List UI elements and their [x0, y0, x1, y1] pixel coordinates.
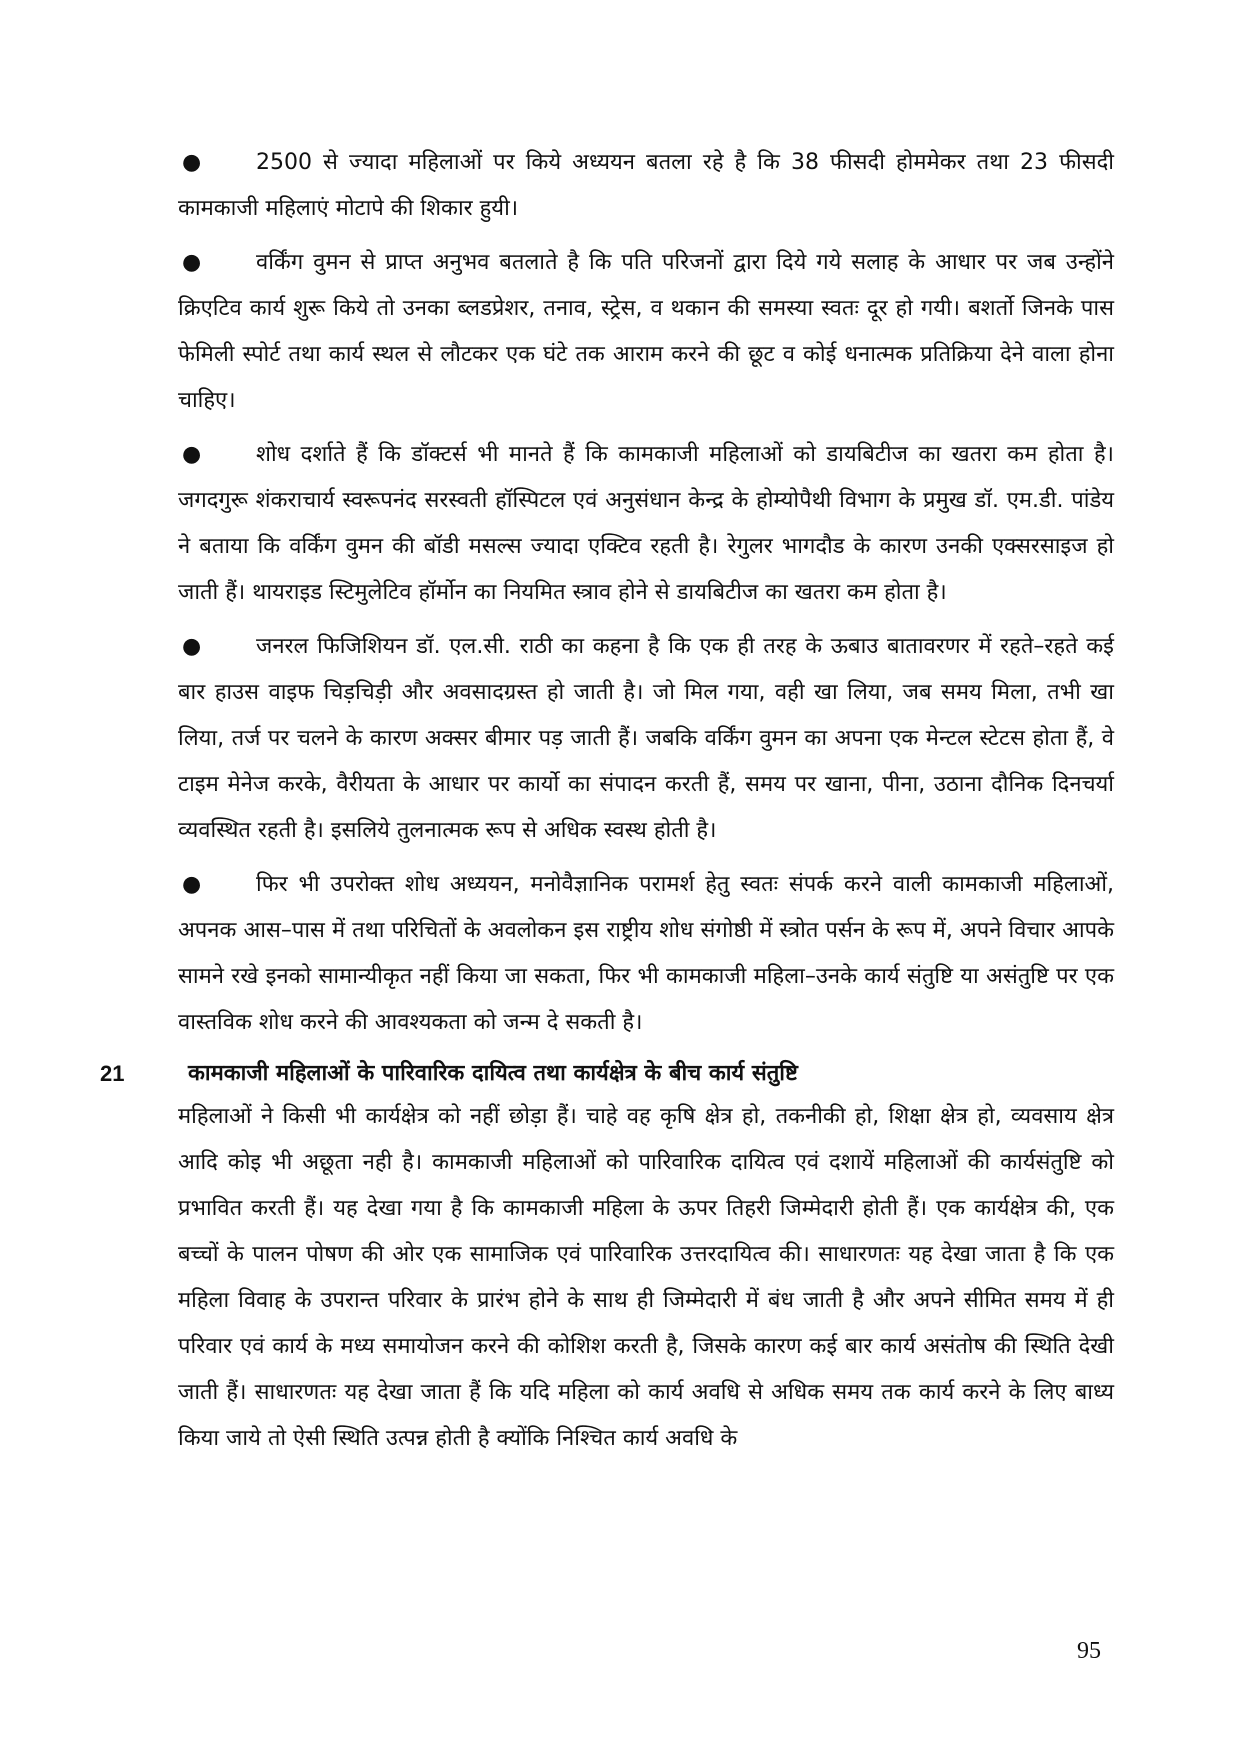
bullet-icon: ●: [182, 634, 202, 659]
section-number: 21: [100, 1061, 125, 1086]
bullet-icon: ●: [182, 872, 202, 897]
bullet-text: 2500 से ज्यादा महिलाओं पर किये अध्ययन बतला रहे है कि 38 फीसदी होममेकर तथा 23 फीसदी कामकाजी महिलाएं मोटापे की शिकार हुयी।: [178, 150, 1114, 221]
page-content: [100, 140, 1114, 1462]
bullet-text: जनरल फिजिशियन डॉ. एल.सी. राठी का कहना है कि एक ही तरह के ऊबाउ बातावरणर में रहते–रहते कई बार हाउस वाइफ चिड़चिड़ी और अवसादग्रस्त हो जाती है। जो मिल गया, वही खा लिया, जब समय मिला, तभी खा लिया, तर्ज पर चलने के कारण अक्सर बीमार पड़ जाती हैं। जबकि वर्किंग वुमन का अपना एक मेन्टल स्टेटस होता हैं, वे टाइम मेनेज करके, वैरीयता के आधार पर कार्यो का संपादन करती हैं, समय पर खाना, पीना, उठाना दौनिक दिनचर्या व्यवस्थित रहती है। इसलिये तुलनात्मक रूप से अधिक स्वस्थ होती है।: [178, 634, 1114, 843]
bullet-paragraph-4: [178, 624, 1114, 854]
bullet-text: वर्किंग वुमन से प्राप्त अनुभव बतलाते है कि पति परिजनों द्वारा दिये गये सलाह के आधार पर जब उन्होंने क्रिएटिव कार्य शुरू किये तो उनका ब्लडप्रेशर, तनाव, स्ट्रेस, व थकान की समस्या स्वतः दूर हो गयी। बशर्तो जिनके पास फेमिली स्पोर्ट तथा कार्य स्थल से लौटकर एक घंटे तक आराम करने की छूट व कोई धनात्मक प्रतिक्रिया देने वाला होना चाहिए।: [178, 250, 1114, 413]
bullet-icon: ●: [182, 250, 202, 275]
bullet-paragraph-3: [178, 432, 1114, 616]
bullet-icon: ●: [182, 150, 202, 175]
bullet-text: फिर भी उपरोक्त शोध अध्ययन, मनोवैज्ञानिक परामर्श हेतु स्वतः संपर्क करने वाली कामकाजी महिलाओं, अपनक आस–पास में तथा परिचितों के अवलोकन इस राष्ट्रीय शोध संगोष्ठी में स्त्रोत पर्सन के रूप में, अपने विचार आपके सामने रखे इनको सामान्यीकृत नहीं किया जा सकता, फिर भी कामकाजी महिला–उनके कार्य संतुष्टि या असंतुष्टि पर एक वास्तविक शोध करने की आवश्यकता को जन्म दे सकती है।: [178, 872, 1114, 1035]
section-heading: [100, 1054, 1114, 1094]
section-title: कामकाजी महिलाओं के पारिवारिक दायित्व तथा कार्यक्षेत्र के बीच कार्य संतुष्टि: [188, 1061, 798, 1086]
page-number: 95: [1077, 1638, 1101, 1664]
bullet-paragraph-5: [178, 862, 1114, 1046]
bullet-icon: ●: [182, 442, 202, 467]
bullet-text: शोध दर्शाते हैं कि डॉक्टर्स भी मानते हैं कि कामकाजी महिलाओं को डायबिटीज का खतरा कम होता है। जगदगुरू शंकराचार्य स्वरूपनंद सरस्वती हॉस्पिटल एवं अनुसंधान केन्द्र के होम्योपैथी विभाग के प्रमुख डॉ. एम.डी. पांडेय ने बताया कि वर्किंग वुमन की बॉडी मसल्स ज्यादा एक्टिव रहती है। रेगुलर भागदौड के कारण उनकी एक्सरसाइज हो जाती हैं। थायराइड स्टिमुलेटिव हॉर्मोन का नियमित स्त्राव होने से डायबिटीज का खतरा कम होता है।: [178, 442, 1114, 605]
bullet-paragraph-2: [178, 240, 1114, 424]
section-body: महिलाओं ने किसी भी कार्यक्षेत्र को नहीं छोड़ा हैं। चाहे वह कृषि क्षेत्र हो, तकनीकी हो, शिक्षा क्षेत्र हो, व्यवसाय क्षेत्र आदि कोइ भी अछूता नही है। कामकाजी महिलाओं को पारिवारिक दायित्व एवं दशायें महिलाओं की कार्यसंतुष्टि को प्रभावित करती हैं। यह देखा गया है कि कामकाजी महिला के ऊपर तिहरी जिम्मेदारी होती हैं। एक कार्यक्षेत्र की, एक बच्चों के पालन पोषण की ओर एक सामाजिक एवं पारिवारिक उत्तरदायित्व की। साधारणतः यह देखा जाता है कि एक महिला विवाह के उपरान्त परिवार के प्रारंभ होने के साथ ही जिम्मेदारी में बंध जाती है और अपने सीमित समय में ही परिवार एवं कार्य के मध्य समायोजन करने की कोशिश करती है, जिसके कारण कई बार कार्य असंतोष की स्थिति देखी जाती हैं। साधारणतः यह देखा जाता हैं कि यदि महिला को कार्य अवधि से अधिक समय तक कार्य करने के लिए बाध्य किया जाये तो ऐसी स्थिति उत्पन्न होती है क्योंकि निश्चित कार्य अवधि के: [178, 1104, 1114, 1451]
bullet-paragraph-1: [178, 140, 1114, 232]
